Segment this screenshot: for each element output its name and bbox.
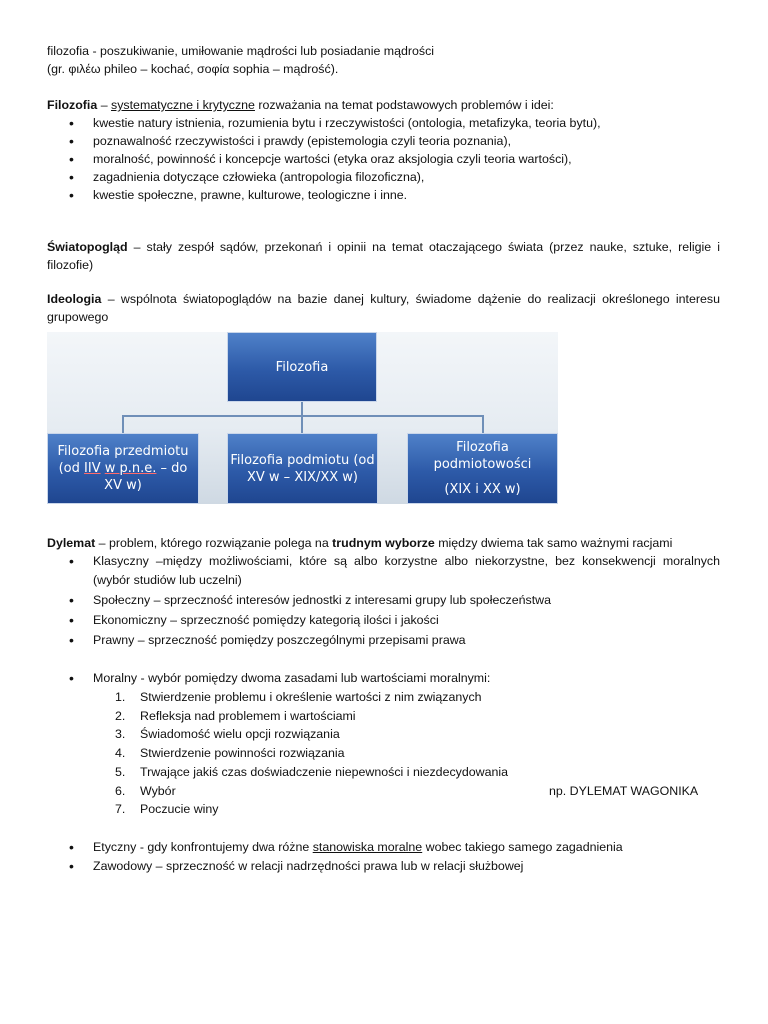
numbered-item: 7. Poczucie winy bbox=[115, 802, 219, 817]
list-item: • Klasyczny –między możliwościami, które są albo korzystne albo niekorzystne, bez konsekwencji moralnych (wybór studiów lub uczelni) bbox=[47, 552, 720, 590]
connector-line bbox=[301, 415, 303, 433]
diagram-node-przedmiotu: Filozofia przedmiotu (od IIV w p.n.e. – do XV w) bbox=[47, 433, 199, 504]
ideologia-term: Ideologia bbox=[47, 292, 102, 306]
numbered-item: 4. Stwierdzenie powinności rozwiązania bbox=[115, 746, 345, 761]
numbered-item: 6. Wybór np. DYLEMAT WAGONIKA bbox=[47, 782, 720, 801]
diagram-root-node: Filozofia bbox=[227, 332, 377, 402]
list-item: • Ekonomiczny – sprzeczność pomiędzy kategorią ilości i jakości bbox=[47, 610, 720, 630]
list-item: • Moralny - wybór pomiędzy dwoma zasadami lub wartościami moralnymi: bbox=[47, 668, 720, 688]
philosophy-hierarchy-diagram bbox=[47, 332, 558, 504]
intro-line-2: (gr. φιλέω phileo – kochać, σοφία sophia – mądrość). bbox=[47, 62, 339, 76]
connector-line bbox=[122, 415, 484, 417]
dylemat-moralny-list bbox=[47, 668, 720, 688]
dylemat-term: Dylemat bbox=[47, 536, 96, 550]
filozofia-topics-list bbox=[47, 114, 720, 204]
trolley-dilemma-note: np. DYLEMAT WAGONIKA bbox=[549, 783, 699, 798]
list-item: • zagadnienia dotyczące człowieka (antropologia filozoficzna), bbox=[47, 168, 720, 186]
numbered-item: 3. Świadomość wielu opcji rozwiązania bbox=[115, 727, 340, 742]
swiatopoglad-term: Światopogląd bbox=[47, 240, 128, 254]
list-item: • kwestie natury istnienia, rozumienia bytu i rzeczywistości (ontologia, metafizyka, teoria bytu), bbox=[47, 114, 720, 132]
connector-line bbox=[122, 415, 124, 433]
dylemat-more-list bbox=[47, 838, 720, 876]
swiatopoglad-definition: Światopogląd – stały zespół sądów, przekonań i opinii na temat otaczającego świata (przez nauke, sztuke, religie i filozofie) bbox=[47, 240, 720, 272]
numbered-item: 5. Trwające jakiś czas doświadczenie niepewności i niezdecydowania bbox=[115, 764, 509, 779]
dylemat-types-list bbox=[47, 552, 720, 650]
list-item: • moralność, powinność i koncepcje wartości (etyka oraz aksjologia czyli teoria wartości), bbox=[47, 150, 720, 168]
intro-line-1: filozofia - poszukiwanie, umiłowanie mądrości lub posiadanie mądrości bbox=[47, 44, 435, 58]
list-item: • Społeczny – sprzeczność interesów jednostki z interesami grupy lub społeczeństwa bbox=[47, 590, 720, 610]
connector-line bbox=[301, 402, 303, 416]
connector-line bbox=[482, 415, 484, 433]
ideologia-definition: Ideologia – wspólnota światopoglądów na bazie danej kultury, świadome dążenie do realizacji określonego interesu grupowego bbox=[47, 292, 720, 324]
filozofia-underlined: systematyczne i krytyczne bbox=[111, 98, 255, 112]
list-item: • Prawny – sprzeczność pomiędzy poszczególnymi przepisami prawa bbox=[47, 630, 720, 650]
list-item: • poznawalność rzeczywistości i prawdy (epistemologia czyli teoria poznania), bbox=[47, 132, 720, 150]
diagram-node-podmiotu: Filozofia podmiotu (od XV w – XIX/XX w) bbox=[227, 433, 378, 504]
document-page bbox=[47, 42, 720, 876]
moral-steps-list bbox=[47, 688, 720, 819]
numbered-item: 1. Stwierdzenie problemu i określenie wartości z nim związanych bbox=[115, 690, 482, 704]
list-item: • Zawodowy – sprzeczność w relacji nadrzędności prawa lub w relacji służbowej bbox=[47, 857, 720, 876]
dylemat-definition: Dylemat – problem, którego rozwiązanie polega na trudnym wyborze między dwiema tak samo ważnymi racjami bbox=[47, 536, 673, 550]
numbered-item: 2. Refleksja nad problemem i wartościami bbox=[115, 708, 356, 723]
list-item: • Etyczny - gdy konfrontujemy dwa różne stanowiska moralne wobec takiego samego zagadnienia bbox=[47, 838, 720, 857]
list-item: • kwestie społeczne, prawne, kulturowe, teologiczne i inne. bbox=[47, 186, 720, 204]
filozofia-term: Filozofia bbox=[47, 98, 98, 112]
filozofia-definition: Filozofia – systematyczne i krytyczne rozważania na temat podstawowych problemów i idei: bbox=[47, 98, 554, 112]
diagram-node-podmiotowosci: Filozofia podmiotowości (XIX i XX w) bbox=[407, 433, 558, 504]
